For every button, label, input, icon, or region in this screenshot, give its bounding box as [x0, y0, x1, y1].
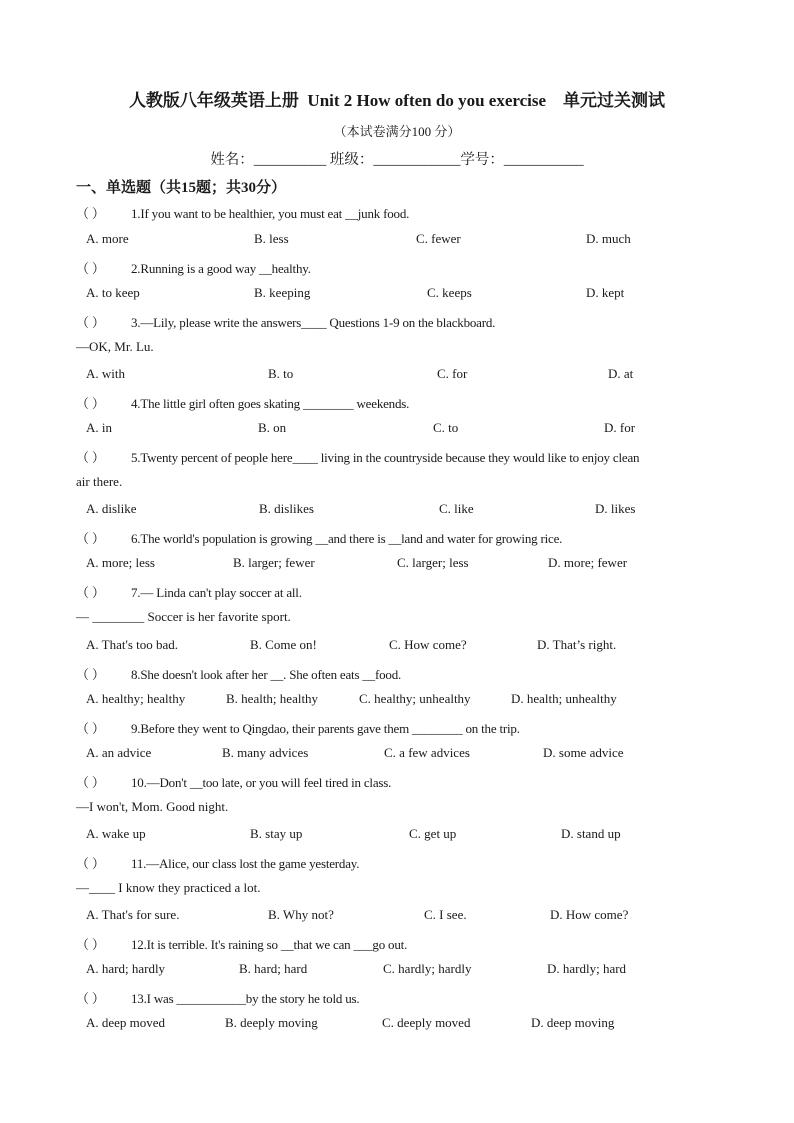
option-9-a[interactable]: A. an advice [86, 745, 152, 760]
question-text-8: 8.She doesn't look after her __. She often eats __food. [131, 667, 402, 682]
option-7-c[interactable]: C. How come? [389, 637, 467, 652]
option-8-c[interactable]: C. healthy; unhealthy [359, 691, 471, 706]
answer-blank-10[interactable]: （ ） [76, 775, 105, 790]
option-5-c[interactable]: C. like [439, 501, 474, 516]
option-5-d[interactable]: D. likes [595, 501, 636, 516]
question-text-3: 3.—Lily, please write the answers____ Questions 1-9 on the blackboard. [131, 315, 496, 330]
option-1-b[interactable]: B. less [254, 231, 289, 246]
answer-blank-11[interactable]: （ ） [76, 856, 105, 871]
question-text-1: 1.If you want to be healthier, you must eat __junk food. [131, 206, 410, 221]
option-3-b[interactable]: B. to [268, 366, 294, 381]
question-text-13: 13.I was ___________by the story he told us. [131, 991, 360, 1006]
option-12-c[interactable]: C. hardly; hardly [383, 961, 472, 976]
option-2-d[interactable]: D. kept [586, 285, 625, 300]
option-5-a[interactable]: A. dislike [86, 501, 137, 516]
question-text-11: 11.—Alice, our class lost the game yesterday. [131, 856, 360, 871]
option-7-b[interactable]: B. Come on! [250, 637, 317, 652]
question-2 [76, 258, 311, 277]
answer-blank-2[interactable]: （ ） [76, 261, 105, 276]
option-1-a[interactable]: A. more [86, 231, 129, 246]
answer-blank-9[interactable]: （ ） [76, 721, 105, 736]
question-continuation-10: —I won't, Mom. Good night. [76, 799, 229, 814]
option-8-b[interactable]: B. health; healthy [226, 691, 319, 706]
student-info-line: 姓名：__________ 班级：____________学号：___________ [210, 152, 584, 168]
option-6-d[interactable]: D. more; fewer [548, 555, 628, 570]
option-11-d[interactable]: D. How come? [550, 907, 629, 922]
page-title: 人教版八年级英语上册 Unit 2 How often do you exercise 单元过关测试 [128, 91, 666, 110]
option-8-a[interactable]: A. healthy; healthy [86, 691, 186, 706]
question-9 [76, 718, 520, 737]
option-13-d[interactable]: D. deep moving [531, 1015, 615, 1030]
answer-blank-7[interactable]: （ ） [76, 585, 105, 600]
option-4-a[interactable]: A. in [86, 420, 112, 435]
option-12-d[interactable]: D. hardly; hard [547, 961, 627, 976]
option-3-d[interactable]: D. at [608, 366, 634, 381]
option-12-a[interactable]: A. hard; hardly [86, 961, 166, 976]
question-10 [76, 772, 391, 791]
option-6-b[interactable]: B. larger; fewer [233, 555, 315, 570]
option-1-c[interactable]: C. fewer [416, 231, 461, 246]
option-7-a[interactable]: A. That's too bad. [86, 637, 179, 652]
question-continuation-5: air there. [76, 474, 123, 489]
option-3-c[interactable]: C. for [437, 366, 468, 381]
option-13-c[interactable]: C. deeply moved [382, 1015, 471, 1030]
answer-blank-13[interactable]: （ ） [76, 991, 105, 1006]
answer-blank-5[interactable]: （ ） [76, 450, 105, 465]
answer-blank-6[interactable]: （ ） [76, 531, 105, 546]
question-text-4: 4.The little girl often goes skating ________ weekends. [131, 396, 410, 411]
option-2-c[interactable]: C. keeps [427, 285, 472, 300]
option-4-d[interactable]: D. for [604, 420, 636, 435]
question-continuation-11: —____ I know they practiced a lot. [76, 880, 261, 895]
option-12-b[interactable]: B. hard; hard [239, 961, 308, 976]
question-7 [76, 582, 302, 601]
option-11-a[interactable]: A. That's for sure. [86, 907, 180, 922]
option-3-a[interactable]: A. with [86, 366, 125, 381]
question-1 [76, 203, 409, 222]
question-3 [76, 312, 495, 331]
question-text-2: 2.Running is a good way __healthy. [131, 261, 311, 276]
option-6-c[interactable]: C. larger; less [397, 555, 469, 570]
option-10-d[interactable]: D. stand up [561, 826, 621, 841]
option-6-a[interactable]: A. more; less [86, 555, 155, 570]
option-13-a[interactable]: A. deep moved [86, 1015, 166, 1030]
option-2-b[interactable]: B. keeping [254, 285, 311, 300]
question-6 [76, 528, 562, 547]
option-5-b[interactable]: B. dislikes [259, 501, 314, 516]
option-9-d[interactable]: D. some advice [543, 745, 624, 760]
option-11-b[interactable]: B. Why not? [268, 907, 334, 922]
question-5 [76, 447, 639, 466]
question-8 [76, 664, 401, 683]
question-text-9: 9.Before they went to Qingdao, their parents gave them ________ on the trip. [131, 721, 520, 736]
question-continuation-7: — ________ Soccer is her favorite sport. [76, 609, 291, 624]
option-7-d[interactable]: D. That’s right. [537, 637, 617, 652]
question-text-12: 12.It is terrible. It's raining so __that we can ___go out. [131, 937, 408, 952]
option-11-c[interactable]: C. I see. [424, 907, 467, 922]
option-2-a[interactable]: A. to keep [86, 285, 140, 300]
answer-blank-4[interactable]: （ ） [76, 396, 105, 411]
question-text-6: 6.The world's population is growing __and there is __land and water for growing rice. [131, 531, 563, 546]
question-12 [76, 934, 407, 953]
option-1-d[interactable]: D. much [586, 231, 631, 246]
question-text-10: 10.—Don't __too late, or you will feel tired in class. [131, 775, 392, 790]
answer-blank-3[interactable]: （ ） [76, 315, 105, 330]
option-10-a[interactable]: A. wake up [86, 826, 146, 841]
question-4 [76, 393, 409, 412]
score-note: （本试卷满分100 分） [333, 124, 461, 139]
option-10-c[interactable]: C. get up [409, 826, 457, 841]
question-text-5: 5.Twenty percent of people here____ living in the countryside because they would like to enjoy clean [131, 450, 640, 465]
option-9-b[interactable]: B. many advices [222, 745, 309, 760]
option-10-b[interactable]: B. stay up [250, 826, 303, 841]
question-text-7: 7.— Linda can't play soccer at all. [131, 585, 302, 600]
question-13 [76, 988, 359, 1007]
option-13-b[interactable]: B. deeply moving [225, 1015, 318, 1030]
answer-blank-12[interactable]: （ ） [76, 937, 105, 952]
option-9-c[interactable]: C. a few advices [384, 745, 470, 760]
question-continuation-3: —OK, Mr. Lu. [76, 339, 154, 354]
answer-blank-1[interactable]: （ ） [76, 206, 105, 221]
answer-blank-8[interactable]: （ ） [76, 667, 105, 682]
section-heading: 一、单选题（共15题；共30分） [76, 180, 287, 196]
option-8-d[interactable]: D. health; unhealthy [511, 691, 617, 706]
option-4-c[interactable]: C. to [433, 420, 459, 435]
question-11 [76, 853, 359, 872]
option-4-b[interactable]: B. on [258, 420, 287, 435]
